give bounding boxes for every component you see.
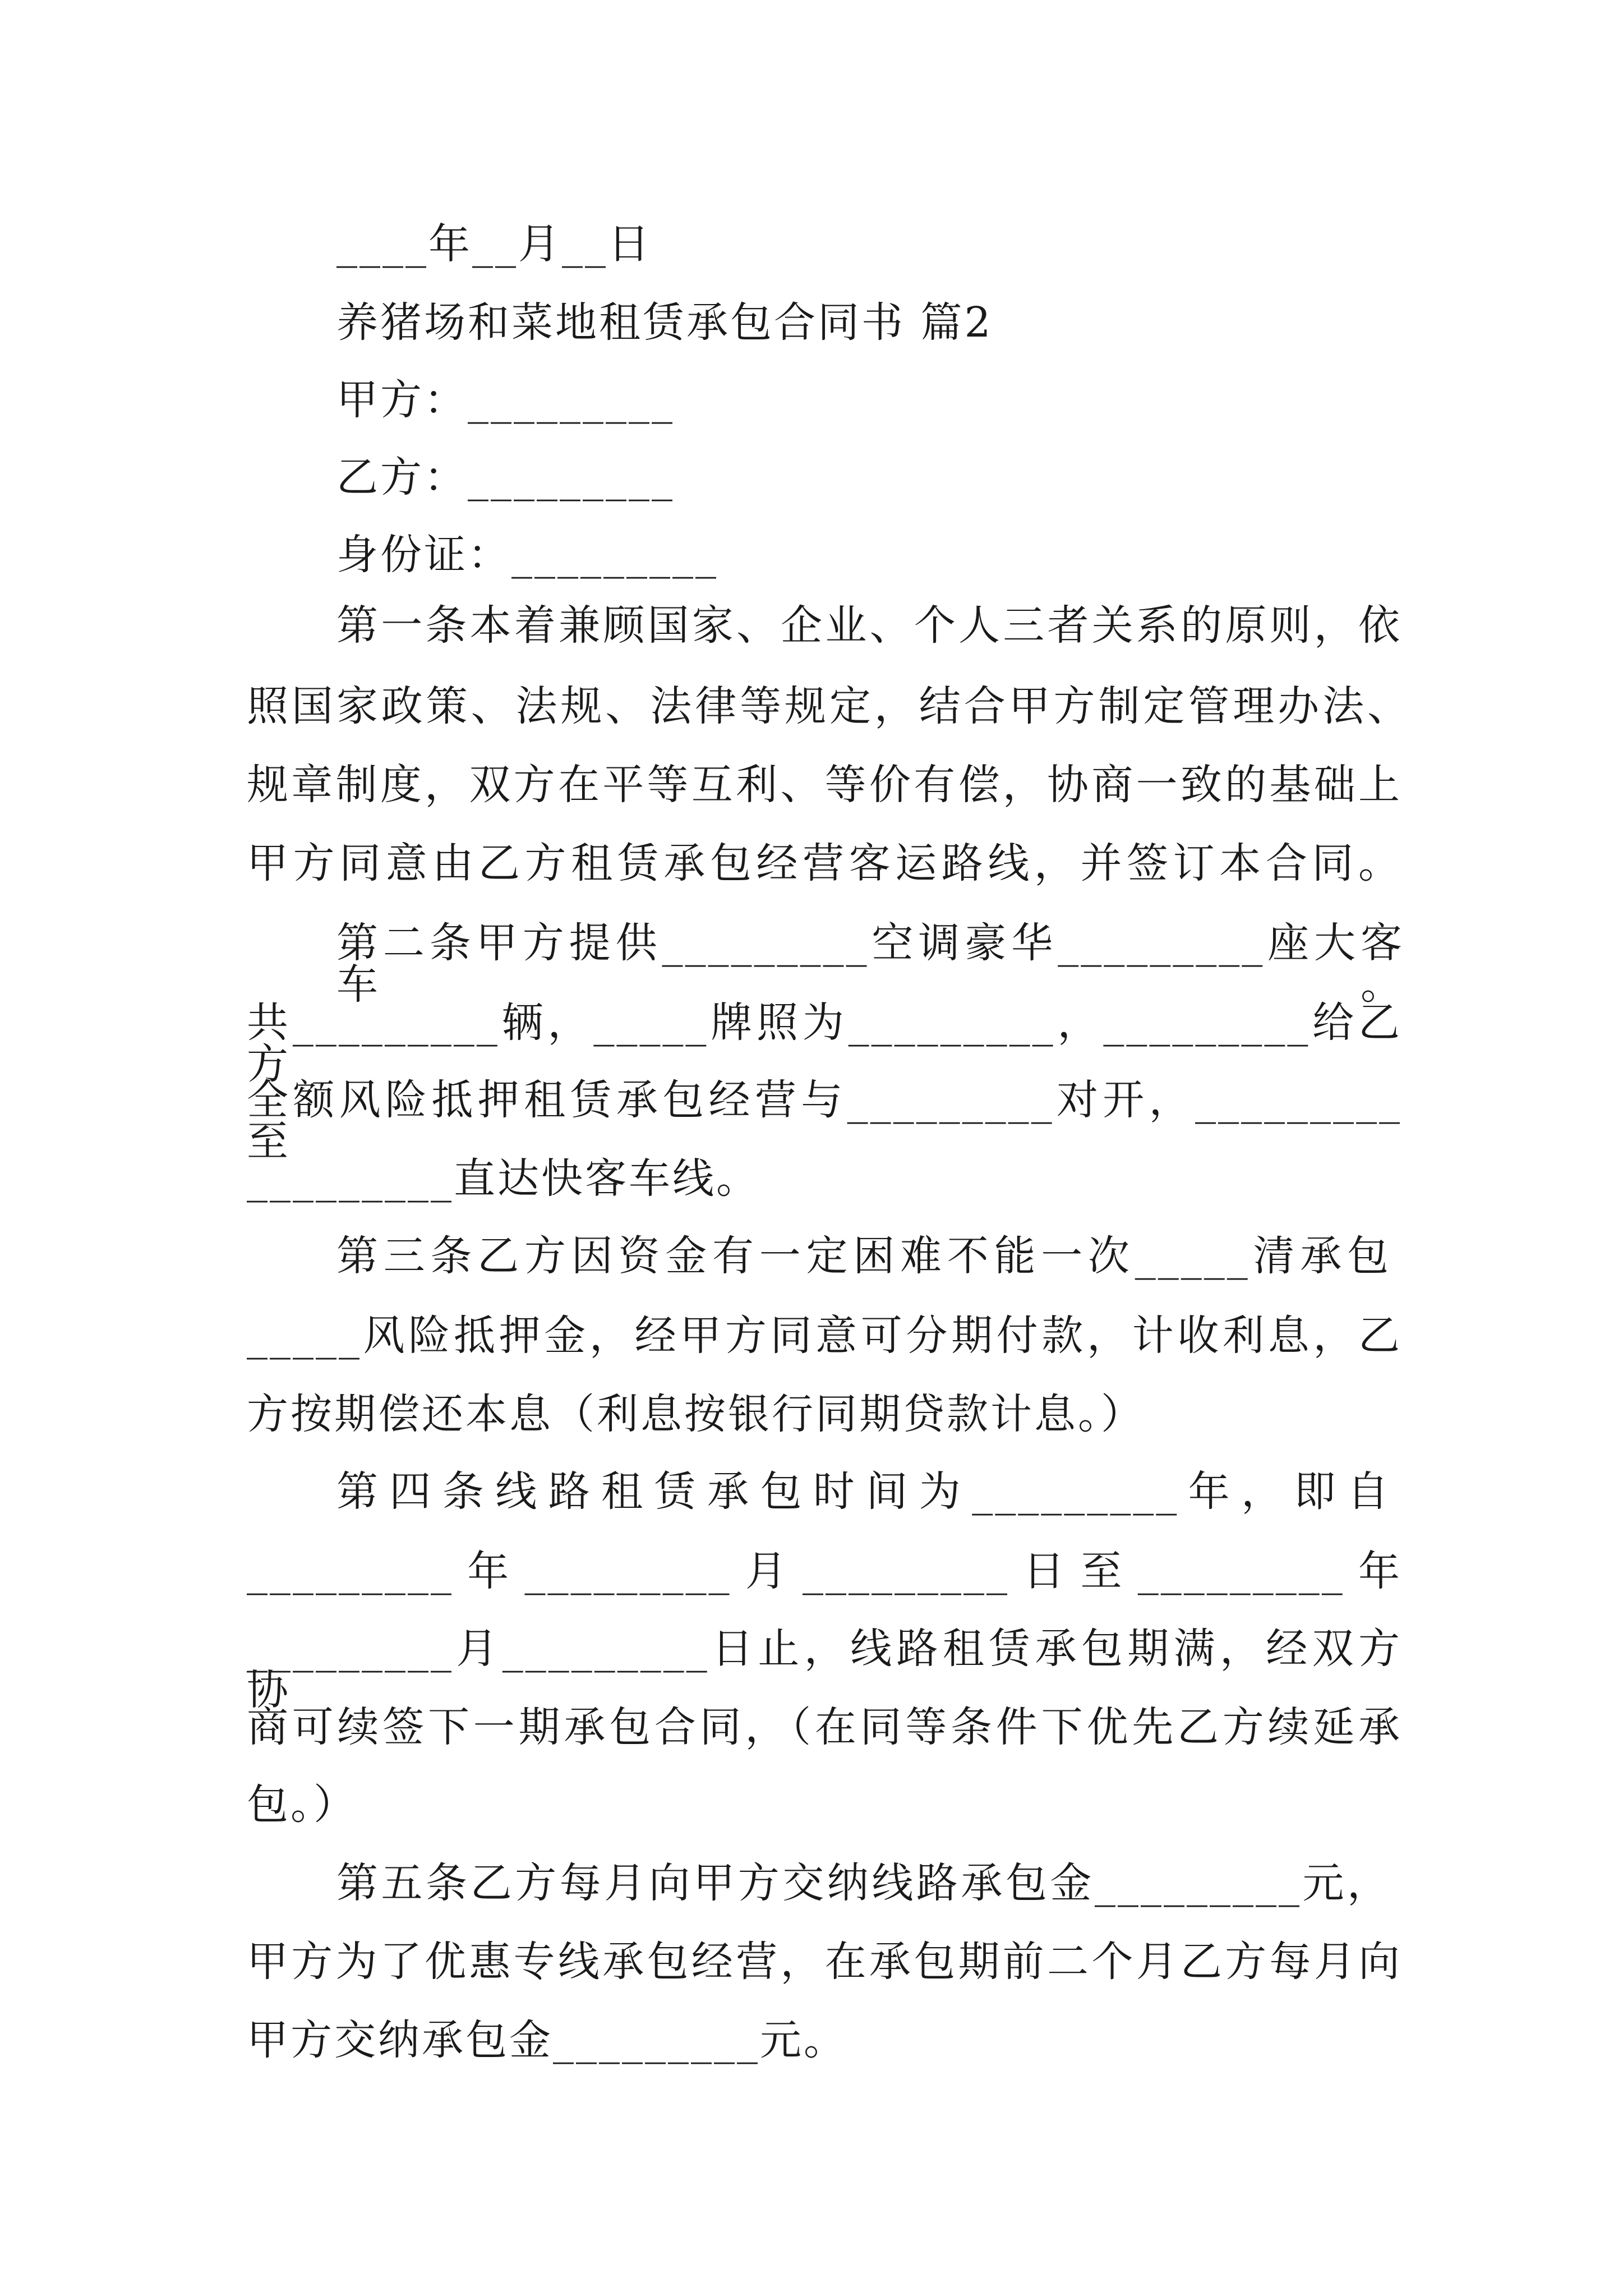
- article-1-line-4: 甲方同意由乙方租赁承包经营客运路线，并签订本合同。: [247, 839, 1402, 887]
- article-4-line-4: 商可续签下一期承包合同，（在同等条件下优先乙方续延承: [247, 1703, 1402, 1751]
- article-1-line-1: 第一条本着兼顾国家、企业、个人三者关系的原则，依: [336, 601, 1402, 650]
- article-1-line-2: 照国家政策、法规、法律等规定，结合甲方制定管理办法、: [247, 682, 1411, 730]
- party-a-line: 甲方：_________: [336, 376, 675, 424]
- article-2-line-4: _________直达快客车线。: [247, 1154, 760, 1203]
- article-3-line-3: 方按期偿还本息（利息按银行同期贷款计息。）: [247, 1390, 1145, 1438]
- party-b-line: 乙方：_________: [336, 453, 675, 501]
- article-4-line-5: 包。）: [247, 1780, 357, 1829]
- article-2-line-1: 第二条甲方提供_________空调豪华_________座大客车。: [336, 919, 1404, 1009]
- article-3-line-1: 第三条乙方因资金有一定困难不能一次_____清承包: [336, 1232, 1391, 1280]
- article-5-line-2: 甲方为了优惠专线承包经营，在承包期前二个月乙方每月向: [247, 1938, 1402, 1986]
- article-5-line-3: 甲方交纳承包金_________元。: [247, 2016, 847, 2064]
- article-4-line-1: 第四条线路租赁承包时间为_________年，即自: [336, 1467, 1391, 1516]
- article-3-line-2: _____风险抵押金，经甲方同意可分期付款，计收利息，乙: [247, 1312, 1402, 1360]
- article-1-line-3: 规章制度，双方在平等互利、等价有偿，协商一致的基础上: [247, 761, 1402, 809]
- article-2-line-2: 共_________辆，_____牌照为_________，_________给乙方: [247, 999, 1402, 1088]
- article-4-line-2: _________年_________月_________日至_________年: [247, 1547, 1402, 1595]
- document-title: 养猪场和菜地租赁承包合同书 篇2: [336, 298, 993, 347]
- id-card-line: 身份证：_________: [336, 531, 718, 579]
- article-4-line-3: _________月_________日止，线路租赁承包期满，经双方协: [247, 1625, 1402, 1714]
- article-5-line-1: 第五条乙方每月向甲方交纳线路承包金_________元，: [336, 1859, 1391, 1907]
- article-2-line-3: 全额风险抵押租赁承包经营与_________对开，_________至: [247, 1076, 1402, 1166]
- date-line: ____年__月__日: [336, 220, 652, 268]
